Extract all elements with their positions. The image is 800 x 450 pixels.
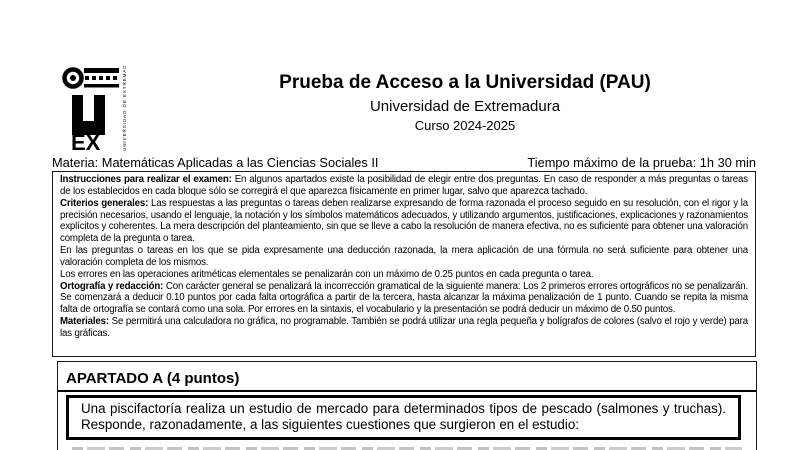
logo-vertical-text: UNIVERSIDAD DE EXTREMADURA bbox=[122, 66, 127, 151]
logo-dentil bbox=[85, 76, 89, 80]
header bbox=[150, 72, 780, 133]
instructions-paragraph: Ortografía y redacción: Con carácter general se penalizará la incorrección gramatical de la siguiente manera: Los 2 primeros errores ortográficos no se penalizarán. Se comenzará a deducir 0.10 puntos por cada falta ortográfica a partir de la tercera, hasta alcanzar la máxima penalización de 1 punto. Cuando se repita la misma falta de ortografía se contará como una sola. Por errores en la sintaxis, el vocabulario y la presentación se podrá deducir un máximo de 0.50 puntos. bbox=[60, 280, 748, 316]
section-heading-wrap bbox=[58, 362, 756, 392]
uex-logo bbox=[62, 66, 142, 152]
instructions-paragraph: Criterios generales: Las respuestas a las preguntas o tareas deben realizarse expresando de forma razonada el proceso seguido en su resolución, con el rigor y la precisión necesarios, usando el lenguaje, la notación y los símbolos matemáticos adecuados, y utilizando argumentos, justificaciones, explicaciones y razonamientos explícitos y coherentes. La mera descripción del planteamiento, sin que se lleve a cabo la resolución de manera efectiva, no es suficiente para obtener una valoración completa de la pregunta o tarea. bbox=[60, 197, 748, 245]
logo-dentil bbox=[92, 76, 96, 80]
time-limit-label: Tiempo máximo de la prueba: 1h 30 min bbox=[527, 155, 756, 170]
instructions-paragraph: En las preguntas o tareas en los que se pida expresamente una deducción razonada, la mera aplicación de una fórmula no será suficiente para obtener una valoración completa de los mismos. bbox=[60, 245, 748, 268]
section-apartado-a bbox=[57, 361, 757, 450]
page-subtitle: Universidad de Extremadura bbox=[369, 98, 561, 115]
logo-volute-dot bbox=[70, 75, 76, 81]
logo-capital-bottom-bar bbox=[84, 84, 119, 88]
meta-row bbox=[52, 155, 756, 170]
instructions-paragraph: Materiales: Se permitirá una calculadora no gráfica, no programable. También se podrá utilizar una regla pequeña y bolígrafos de colores (salvo el rojo y verde) para las gráficas. bbox=[60, 316, 748, 339]
page-title: Prueba de Acceso a la Universidad (PAU) bbox=[279, 72, 651, 93]
logo-dentil bbox=[99, 76, 103, 80]
logo-capital-top-bar bbox=[84, 68, 119, 73]
logo-dentil bbox=[106, 76, 110, 80]
question-statement-box bbox=[66, 395, 741, 440]
section-heading: APARTADO A (4 puntos) bbox=[66, 370, 240, 387]
instructions-paragraph: Los errores en las operaciones aritméticas elementales se penalizarán con un máximo de 0.25 puntos en cada pregunta o tarea. bbox=[60, 268, 594, 280]
course-year: Curso 2024-2025 bbox=[414, 118, 516, 133]
logo-dentil bbox=[113, 76, 117, 80]
instructions-box bbox=[52, 171, 756, 357]
instructions-paragraph: Instrucciones para realizar el examen: En algunos apartados existe la posibilidad de elegir entre dos preguntas. En caso de responder a más preguntas o tareas de los establecidos en cada bloque sólo se corregirá el que aparezca físicamente en primer lugar, salvo que aparezca tachado. bbox=[60, 174, 748, 197]
uex-logo-graphic bbox=[62, 66, 142, 152]
subject-label: Materia: Matemáticas Aplicadas a las Ciencias Sociales II bbox=[52, 155, 379, 170]
logo-letters-ex: EX bbox=[71, 130, 101, 152]
question-intro-text: Una piscifactoría realiza un estudio de mercado para determinados tipos de pescado (salmones y truchas). Responde, razonadamente, a las siguientes cuestiones que surgieron en el estudio: bbox=[81, 401, 726, 432]
logo-letter-u-shape bbox=[72, 95, 105, 135]
